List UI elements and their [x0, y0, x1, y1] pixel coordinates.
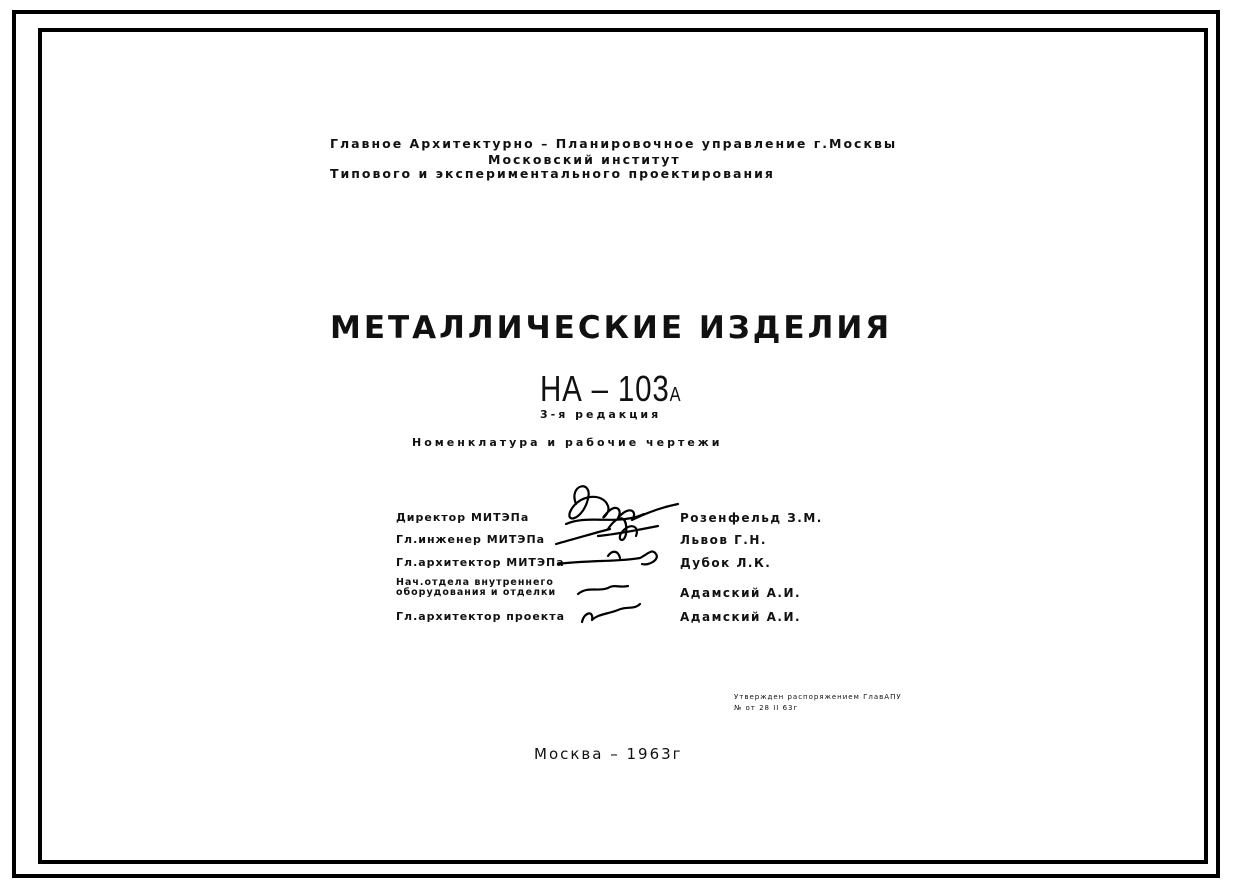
city-year: Москва – 1963г — [534, 745, 683, 763]
header-line-3: Типового и экспериментального проектирования — [330, 166, 775, 181]
signatory-role-department-head-line1: Нач.отдела внутреннего — [396, 577, 554, 588]
signatory-role-department-head — [396, 578, 556, 598]
approval-note — [734, 692, 902, 714]
handwritten-signatures — [548, 474, 688, 634]
signatory-name-chief-architect: Дубок Л.К. — [680, 556, 772, 570]
signatory-name-project-architect: Адамский А.И. — [680, 610, 802, 624]
signatory-name-chief-engineer: Львов Г.Н. — [680, 533, 767, 547]
signatory-name-director: Розенфельд З.М. — [680, 511, 823, 525]
series-code-main: НА – 103 — [540, 368, 670, 409]
signatory-name-department-head: Адамский А.И. — [680, 586, 802, 600]
series-code-suffix: А — [669, 384, 682, 406]
edition-label: 3-я редакция — [540, 408, 662, 421]
document-subtitle: Номенклатура и рабочие чертежи — [412, 436, 723, 449]
signatory-role-director: Директор МИТЭПа — [396, 511, 530, 524]
header-line-1: Главное Архитектурно – Планировочное управление г.Москвы — [330, 136, 898, 151]
header-line-2: Московский институт — [488, 152, 681, 167]
signatory-role-chief-architect: Гл.архитектор МИТЭПа — [396, 556, 565, 569]
document-title: МЕТАЛЛИЧЕСКИЕ ИЗДЕЛИЯ — [330, 310, 893, 346]
series-code — [540, 368, 681, 410]
approval-line-2: № от 28 II 63г — [734, 704, 799, 712]
signatory-role-department-head-line2: оборудования и отделки — [396, 587, 557, 598]
signatory-role-chief-engineer: Гл.инженер МИТЭПа — [396, 533, 546, 546]
approval-line-1: Утвержден распоряжением ГлавАПУ — [734, 693, 902, 701]
signatory-role-project-architect: Гл.архитектор проекта — [396, 610, 566, 623]
